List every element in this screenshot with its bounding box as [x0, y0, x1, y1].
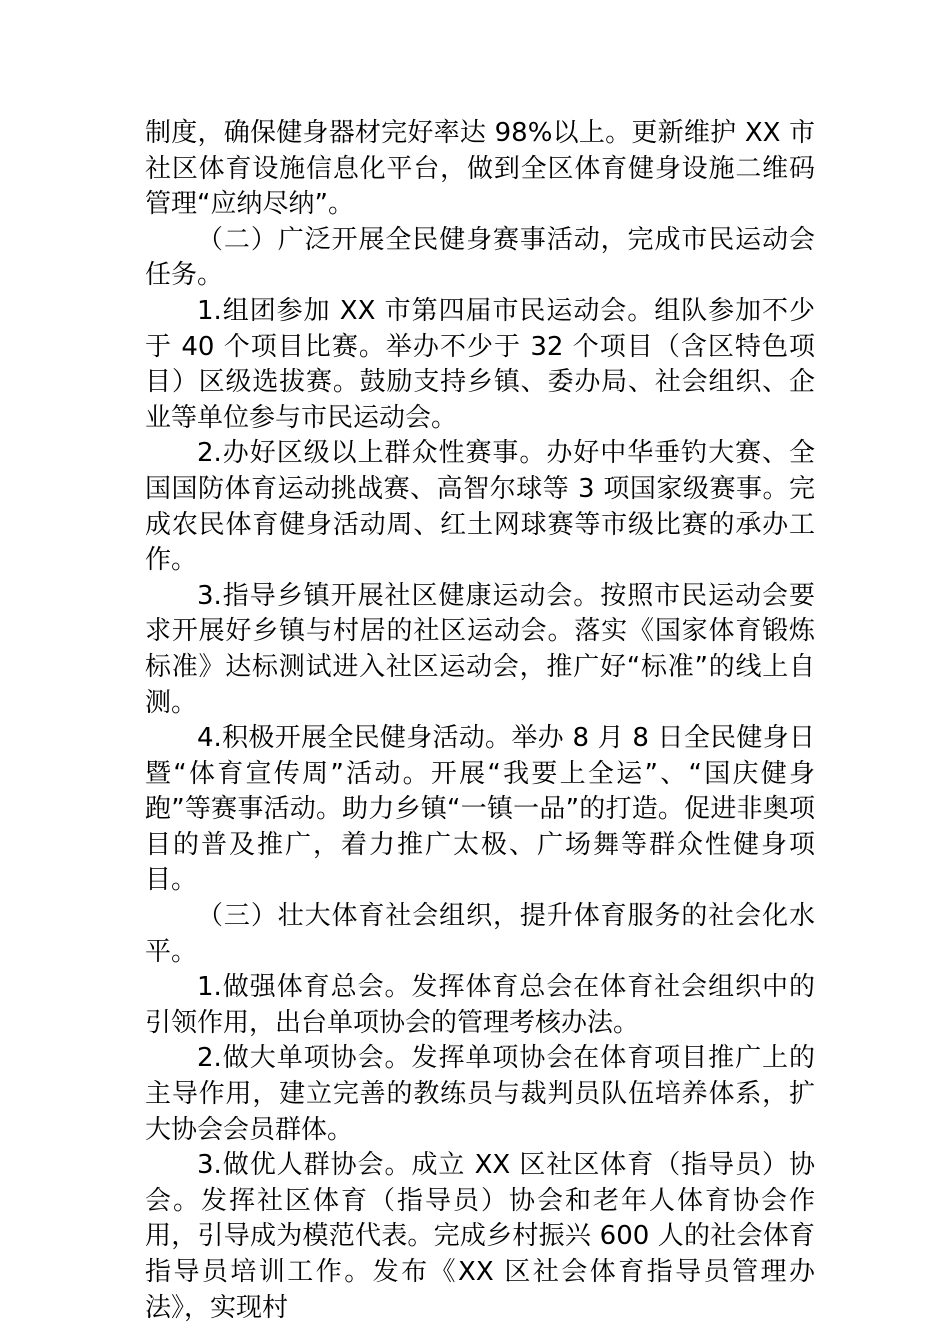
paragraph-item-3-3: 3.做优人群协会。成立 XX 区社区体育（指导员）协会。发挥社区体育（指导员）协会和老年人体育协会作用，引导成为模范代表。完成乡村振兴 600 人的社会体育指导员培训工作。发布《XX 区社会体育指导员管理办法》，实现村: [145, 1150, 815, 1323]
paragraph-item-3-1: 1.做强体育总会。发挥体育总会在体育社会组织中的引领作用，出台单项协会的管理考核办法。: [145, 972, 815, 1038]
paragraph-item-2-2: 2.办好区级以上群众性赛事。办好中华垂钓大赛、全国国防体育运动挑战赛、高智尔球等 3 项国家级赛事。完成农民体育健身活动周、红土网球赛等市级比赛的承办工作。: [145, 438, 815, 576]
paragraph-item-2-3: 3.指导乡镇开展社区健康运动会。按照市民运动会要求开展好乡镇与村居的社区运动会。落实《国家体育锻炼标准》达标测试进入社区运动会，推广好“标准”的线上自测。: [145, 580, 815, 718]
paragraph-item-2-1: 1.组团参加 XX 市第四届市民运动会。组队参加不少于 40 个项目比赛。举办不少于 32 个项目（含区特色项目）区级选拔赛。鼓励支持乡镇、委办局、社会组织、企业等单位参与市民运动会。: [145, 295, 815, 433]
paragraph-item-3-2: 2.做大单项协会。发挥单项协会在体育项目推广上的主导作用，建立完善的教练员与裁判员队伍培养体系，扩大协会会员群体。: [145, 1043, 815, 1145]
section-heading-3: （三）壮大体育社会组织，提升体育服务的社会化水平。: [145, 901, 815, 967]
document-page: [145, 116, 815, 1326]
paragraph-facility-maintenance: 制度，确保健身器材完好率达 98%以上。更新维护 XX 市社区体育设施信息化平台，做到全区体育健身设施二维码管理“应纳尽纳”。: [145, 118, 815, 220]
paragraph-item-2-4: 4.积极开展全民健身活动。举办 8 月 8 日全民健身日暨“体育宣传周”活动。开展“我要上全运”、“国庆健身跑”等赛事活动。助力乡镇“一镇一品”的打造。促进非奥项目的普及推广，着力推广太极、广场舞等群众性健身项目。: [145, 723, 815, 896]
section-heading-2: （二）广泛开展全民健身赛事活动，完成市民运动会任务。: [145, 224, 815, 291]
